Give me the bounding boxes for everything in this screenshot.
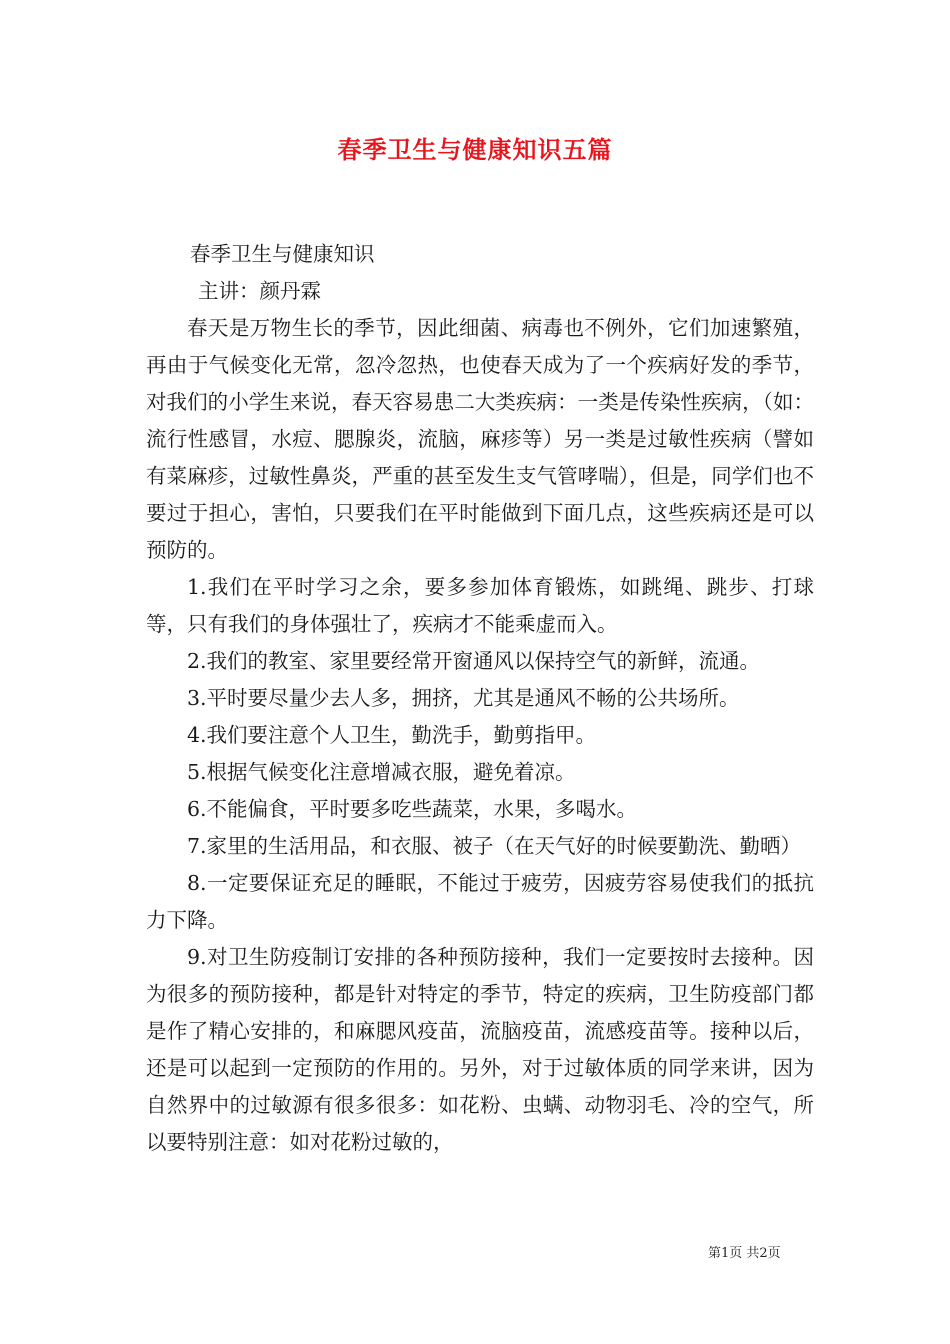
document-body (146, 236, 814, 1161)
intro-paragraph: 春天是万物生长的季节，因此细菌、病毒也不例外，它们加速繁殖，再由于气候变化无常，忽冷忽热，也使春天成为了一个疾病好发的季节，对我们的小学生来说，春天容易患二大类疾病：一类是传染性疾病，（如：流行性感冒，水痘、腮腺炎，流脑，麻疹等）另一类是过敏性疾病（譬如有菜麻疹，过敏性鼻炎，严重的甚至发生支气管哮喘），但是，同学们也不要过于担心，害怕，只要我们在平时能做到下面几点，这些疾病还是可以预防的。 (146, 316, 814, 562)
tip-paragraph-3: 3.平时要尽量少去人多，拥挤，尤其是通风不畅的公共场所。 (187, 686, 740, 710)
tip-paragraph-1: 1.我们在平时学习之余，要多参加体育锻炼，如跳绳、跳步、打球等，只有我们的身体强壮了，疾病才不能乘虚而入。 (146, 575, 814, 636)
page-number-footer: 第1页 共2页 (708, 1246, 781, 1261)
tip-paragraph-9: 9.对卫生防疫制订安排的各种预防接种，我们一定要按时去接种。因为很多的预防接种，都是针对特定的季节，特定的疾病，卫生防疫部门都是作了精心安排的，和麻腮风疫苗，流脑疫苗，流感疫苗等。接种以后，还是可以起到一定预防的作用的。另外，对于过敏体质的同学来讲，因为自然界中的过敏源有很多很多：如花粉、虫螨、动物羽毛、冷的空气，所以要特别注意：如对花粉过敏的， (146, 945, 814, 1154)
speaker-line: 主讲：颜丹霖 (198, 279, 321, 303)
section-subtitle: 春季卫生与健康知识 (190, 242, 375, 266)
tip-paragraph-6: 6.不能偏食，平时要多吃些蔬菜，水果，多喝水。 (187, 797, 638, 821)
document-title: 春季卫生与健康知识五篇 (337, 135, 613, 164)
tip-paragraph-2: 2.我们的教室、家里要经常开窗通风以保持空气的新鲜，流通。 (187, 649, 761, 673)
tip-paragraph-5: 5.根据气候变化注意增减衣服，避免着凉。 (187, 760, 576, 784)
tip-paragraph-8: 8.一定要保证充足的睡眠，不能过于疲劳，因疲劳容易使我们的抵抗力下降。 (146, 871, 814, 932)
tip-paragraph-4: 4.我们要注意个人卫生，勤洗手，勤剪指甲。 (187, 723, 597, 747)
tip-paragraph-7: 7.家里的生活用品，和衣服、被子（在天气好的时候要勤洗、勤晒） (187, 834, 802, 858)
